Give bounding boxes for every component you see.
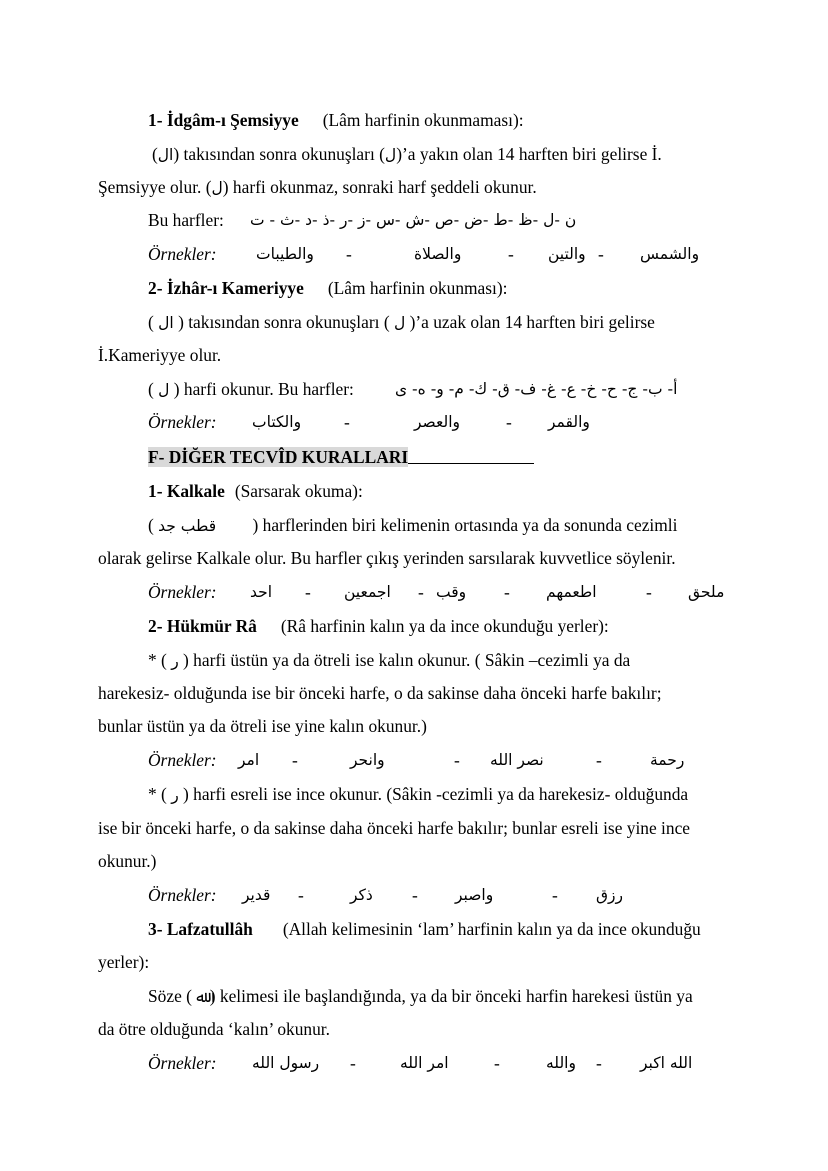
example-word: رحمة: [650, 751, 685, 769]
examples-label: Örnekler:: [148, 750, 217, 770]
letters-line: Bu harfler: ن -ل -ظ -ط -ض -ص -ش -س -ز -ر -ذ -د -ث - ت: [148, 210, 577, 230]
section-title-idgam: 1- İdgâm-ı Şemsiyye (Lâm harfinin okunmaması):: [148, 110, 524, 130]
paragraph: ise bir önceki harfe, o da sakinse daha önceki harfe bakılır; bunlar esreli ise yine ince: [98, 818, 691, 838]
section-title-lafzatullah: 3- Lafzatullâh (Allah kelimesinin ‘lam’ harfinin kalın ya da ince okunduğu: [148, 919, 701, 939]
example-word: الله اكبر: [640, 1054, 693, 1072]
example-word: والقمر: [548, 413, 590, 431]
example-word: رسول الله: [252, 1054, 320, 1072]
section-heading: F- DİĞER TECVÎD KURALLARI: [148, 445, 768, 468]
paragraph: İ.Kameriyye olur.: [98, 345, 222, 365]
example-word: والكتاب: [252, 413, 302, 431]
paragraph: yerler):: [98, 952, 150, 972]
example-word: والشمس: [640, 245, 700, 263]
examples-label: Örnekler:: [148, 1053, 217, 1073]
paragraph: harekesiz- olduğunda ise bir önceki harfe, o da sakinse daha önceki harfe bakılır;: [98, 683, 662, 703]
examples-label: Örnekler:: [148, 244, 217, 264]
paragraph: okunur.): [98, 851, 157, 871]
paragraph: (ال) takısından sonra okunuşları (ل)’a yakın olan 14 harften biri gelirse İ.: [152, 144, 662, 164]
examples-label: Örnekler:: [148, 412, 217, 432]
examples-label: Örnekler:: [148, 582, 217, 602]
example-word: ذكر: [350, 886, 373, 904]
paragraph: * ( ر ) harfi esreli ise ince okunur. (Sâkin -cezimli ya da harekesiz- olduğunda: [148, 784, 689, 804]
paragraph: ( ال ) takısından sonra okunuşları ( ل )’a uzak olan 14 harften biri gelirse: [148, 312, 655, 332]
paragraph: ( قطب جد ) harflerinden biri kelimenin ortasında ya da sonunda cezimli: [148, 515, 678, 535]
paragraph: da ötre olduğunda ‘kalın’ okunur.: [98, 1019, 330, 1039]
example-word: وقب: [436, 583, 467, 601]
example-word: واصبر: [455, 886, 494, 904]
example-word: امر الله: [400, 1054, 449, 1072]
letters-line: ( ل ) harfi okunur. Bu harfler: أ- ب- ج- ح- خ- ع- غ- ف- ق- ك- م- و- ه- ى: [148, 379, 678, 399]
example-word: اطعمهم: [546, 583, 597, 601]
paragraph: Şemsiyye olur. (ل) harfi okunmaz, sonraki harf şeddeli okunur.: [98, 177, 537, 197]
example-word: وانحر: [350, 751, 385, 769]
section-title-kalkale: 1- Kalkale (Sarsarak okuma):: [148, 481, 363, 501]
document-page: 1- İdgâm-ı Şemsiyye (Lâm harfinin okunmaması): (ال) takısından sonra okunuşları (ل)’a yakın olan 14 harften biri gelirse İ. Şemsiyye olur. (ل) harfi okunmaz, sonraki harf şeddeli okunur. Bu harfler: ن -ل -ظ -ط -ض -ص -ش -س -ز -ر -ذ -د -ث - ت Örnekler: والشمس - والتين - والصلاة - والطيبات 2- İzhâr-ı Kameriyye (Lâm harfinin okunması): ( ال ) takısından sonra okunuşları ( ل )’a uzak olan 14 harften biri gelirse İ.Kameriyye olur. ( ل ) harfi okunur. Bu harfler: أ- ب- ج- ح- خ- ع- غ- ف- ق- ك- م- و- ه- ى Örnekler: والقمر - والعصر - والكتاب F- DİĞER TECVÎD KURALLARI 1- Kalkale (Sarsarak okuma): ( قطب جد ) harflerinden biri kelimenin ortasında ya da sonunda cezimli olarak gelirse Kalkale olur. Bu harfler çıkış yerinden sarsılarak kuvvetlice söylenir. Örnekler: ملحق - اطعمهم - وقب - اجمعين - احد 2- Hükmür Râ (Râ harfinin kalın ya da ince okunduğu yerler): * ( ر ) harfi üstün ya da ötreli ise kalın okunur. ( Sâkin –cezimli ya da harekesiz- olduğunda ise bir önceki harfe, o da sakinse daha önceki harfe bakılır; bunlar üstün ya da ötreli ise yine kalın okunur.) Örnekler: رحمة - نصر الله - وانحر - امر * ( ر ) harfi esreli ise ince okunur. (Sâkin -cezimli ya da harekesiz- olduğunda ise bir önceki harfe, o da sakinse daha önceki harfe bakılır; bunlar esreli ise yine ince okunur.) Örnekler: رزق - واصبر - ذكر - قدير 3- Lafzatullâh (Allah kelimesinin ‘lam’ harfinin kalın ya da ince okunduğu yerler): Söze ( ﷲ ) kelimesi ile başlandığında, ya da bir önceki harfin harekesi üstün ya da ötre olduğunda ‘kalın’ okunur. Örnekler: الله اكبر - والله - امر الله - رسول الله: [0, 0, 828, 1171]
example-word: احد: [250, 583, 273, 601]
section-title-hukmur-ra: 2- Hükmür Râ (Râ harfinin kalın ya da ince okunduğu yerler):: [148, 616, 609, 636]
example-word: قدير: [242, 886, 271, 904]
paragraph: olarak gelirse Kalkale olur. Bu harfler çıkış yerinden sarsılarak kuvvetlice söylenir.: [98, 548, 676, 568]
section-title-izhar: 2- İzhâr-ı Kameriyye (Lâm harfinin okunması):: [148, 278, 508, 298]
example-word: ملحق: [688, 583, 725, 601]
example-word: والصلاة: [414, 245, 462, 263]
example-word: اجمعين: [344, 583, 391, 601]
paragraph: bunlar üstün ya da ötreli ise yine kalın okunur.): [98, 716, 427, 736]
example-word: والله: [546, 1054, 576, 1072]
example-word: نصر الله: [490, 751, 544, 769]
example-word: والطيبات: [256, 245, 314, 263]
example-word: والتين: [548, 245, 586, 263]
paragraph: * ( ر ) harfi üstün ya da ötreli ise kalın okunur. ( Sâkin –cezimli ya da: [148, 650, 631, 670]
example-word: رزق: [596, 886, 623, 904]
example-word: والعصر: [414, 413, 460, 431]
example-word: امر: [238, 751, 260, 769]
examples-label: Örnekler:: [148, 885, 217, 905]
paragraph: Söze ( ﷲ ) kelimesi ile başlandığında, ya da bir önceki harfin harekesi üstün ya: [148, 986, 693, 1006]
